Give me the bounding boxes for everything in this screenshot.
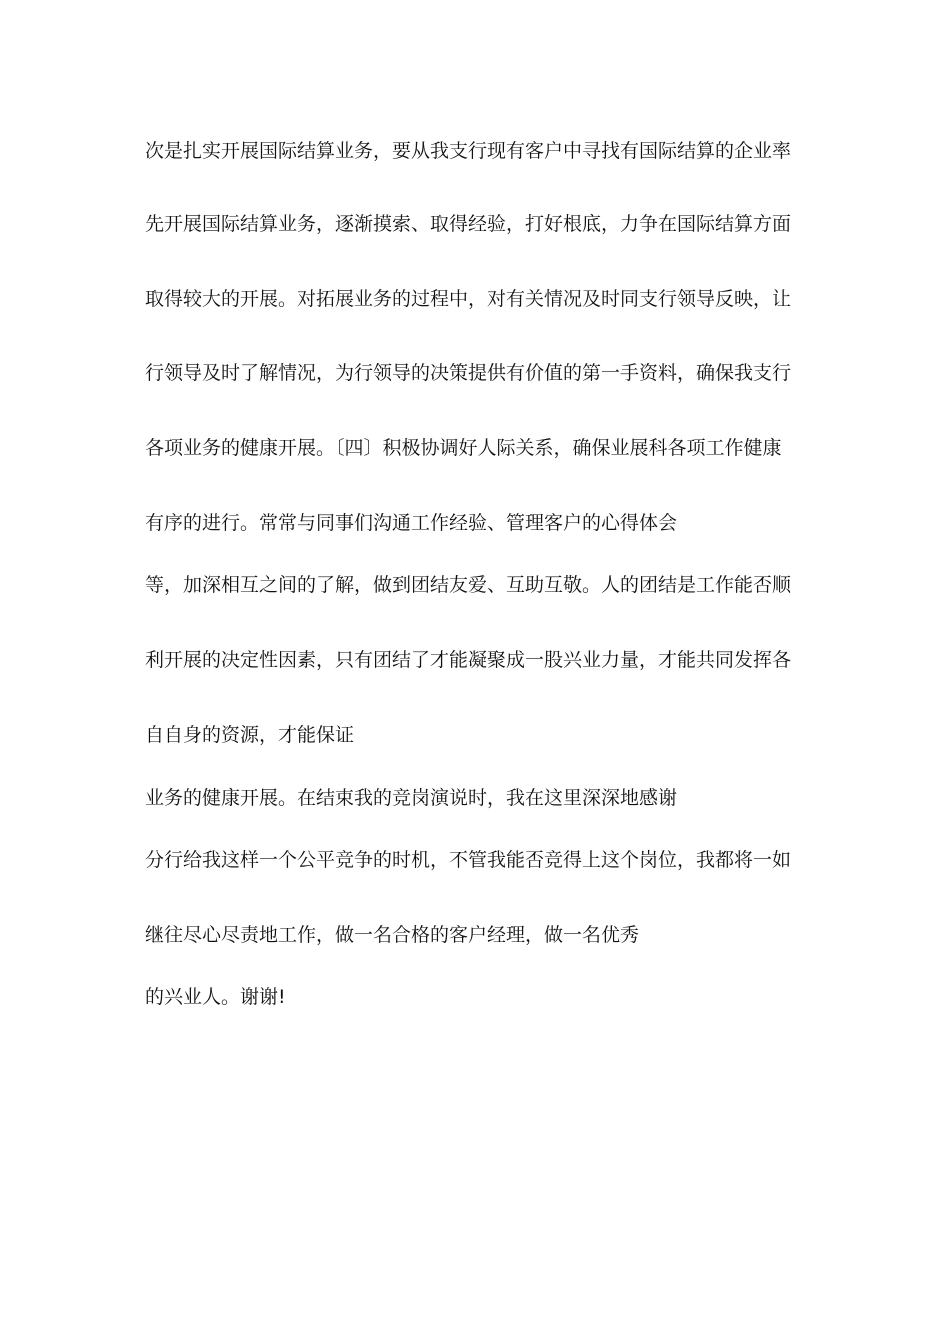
text-line-7: 等，加深相互之间的了解，做到团结友爱、互助互敬。人的团结是工作能否顺	[145, 574, 792, 596]
text-line-6: 有序的进行。常常与同事们沟通工作经验、管理客户的心得体会	[145, 512, 678, 534]
text-line-5: 各项业务的健康开展。〔四〕积极协调好人际关系，确保业展科各项工作健康	[145, 437, 782, 459]
text-line-12: 继往尽心尽责地工作，做一名合格的客户经理，做一名优秀	[145, 924, 640, 946]
text-line-4: 行领导及时了解情况，为行领导的决策提供有价值的第一手资料，确保我支行	[145, 362, 792, 384]
text-line-13: 的兴业人。谢谢!	[145, 986, 286, 1008]
text-line-2: 先开展国际结算业务，逐渐摸索、取得经验，打好根底，力争在国际结算方面	[145, 213, 792, 235]
text-line-3: 取得较大的开展。对拓展业务的过程中，对有关情况及时同支行领导反映，让	[145, 288, 792, 310]
text-line-11: 分行给我这样一个公平竞争的时机，不管我能否竞得上这个岗位，我都将一如	[145, 849, 792, 871]
text-line-10: 业务的健康开展。在结束我的竞岗演说时，我在这里深深地感谢	[145, 787, 678, 809]
text-line-1: 次是扎实开展国际结算业务，要从我支行现有客户中寻找有国际结算的企业率	[145, 140, 792, 162]
text-line-9: 自自身的资源，才能保证	[145, 724, 355, 746]
text-line-8: 利开展的决定性因素，只有团结了才能凝聚成一股兴业力量，才能共同发挥各	[145, 649, 792, 671]
